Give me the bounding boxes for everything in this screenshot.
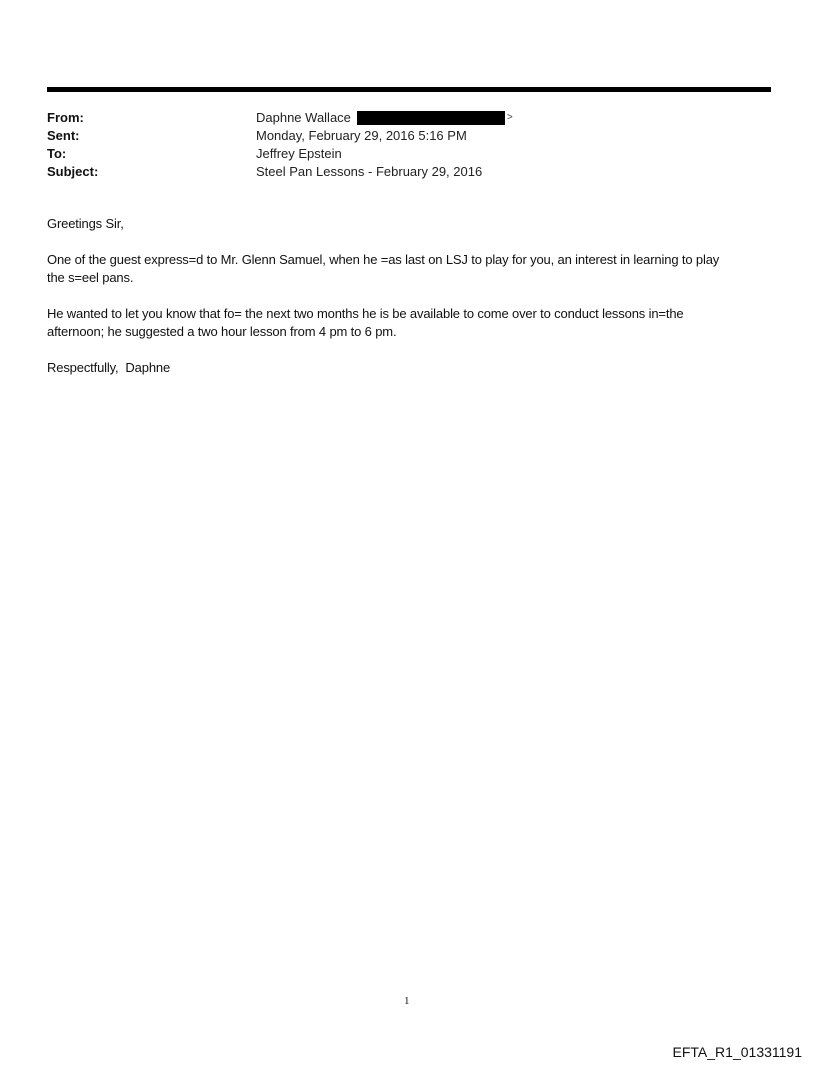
email-header <box>47 109 513 181</box>
redaction-box <box>357 111 505 125</box>
email-body <box>47 215 719 377</box>
header-divider <box>47 87 771 92</box>
paragraph-2-line-1: He wanted to let you know that fo= the next two months he is be available to come over to conduct lessons in=the <box>47 306 684 321</box>
page-number: 1 <box>404 995 410 1007</box>
from-trailing: > <box>506 112 513 123</box>
paragraph-2-line-2: afternoon; he suggested a two hour lesson from 4 pm to 6 pm. <box>47 324 397 339</box>
to-value: Jeffrey Epstein <box>256 146 342 161</box>
sent-row <box>47 127 513 145</box>
greeting: Greetings Sir, <box>47 216 124 231</box>
from-row <box>47 109 513 127</box>
paragraph-1-line-1: One of the guest express=d to Mr. Glenn Samuel, when he =as last on LSJ to play for you, an interest in learning to play <box>47 252 720 267</box>
sent-value: Monday, February 29, 2016 5:16 PM <box>256 128 467 143</box>
subject-row <box>47 163 513 181</box>
subject-label: Subject: <box>47 164 99 179</box>
to-label: To: <box>47 146 67 161</box>
subject-value: Steel Pan Lessons - February 29, 2016 <box>256 164 483 179</box>
paragraph-1-line-2: the s=eel pans. <box>47 270 134 285</box>
document-id: EFTA_R1_01331191 <box>672 1044 802 1060</box>
sent-label: Sent: <box>47 128 80 143</box>
signoff: Respectfully, Daphne <box>47 360 171 375</box>
to-row <box>47 145 513 163</box>
from-value: Daphne Wallace <box>256 110 351 125</box>
from-label: From: <box>47 110 84 125</box>
